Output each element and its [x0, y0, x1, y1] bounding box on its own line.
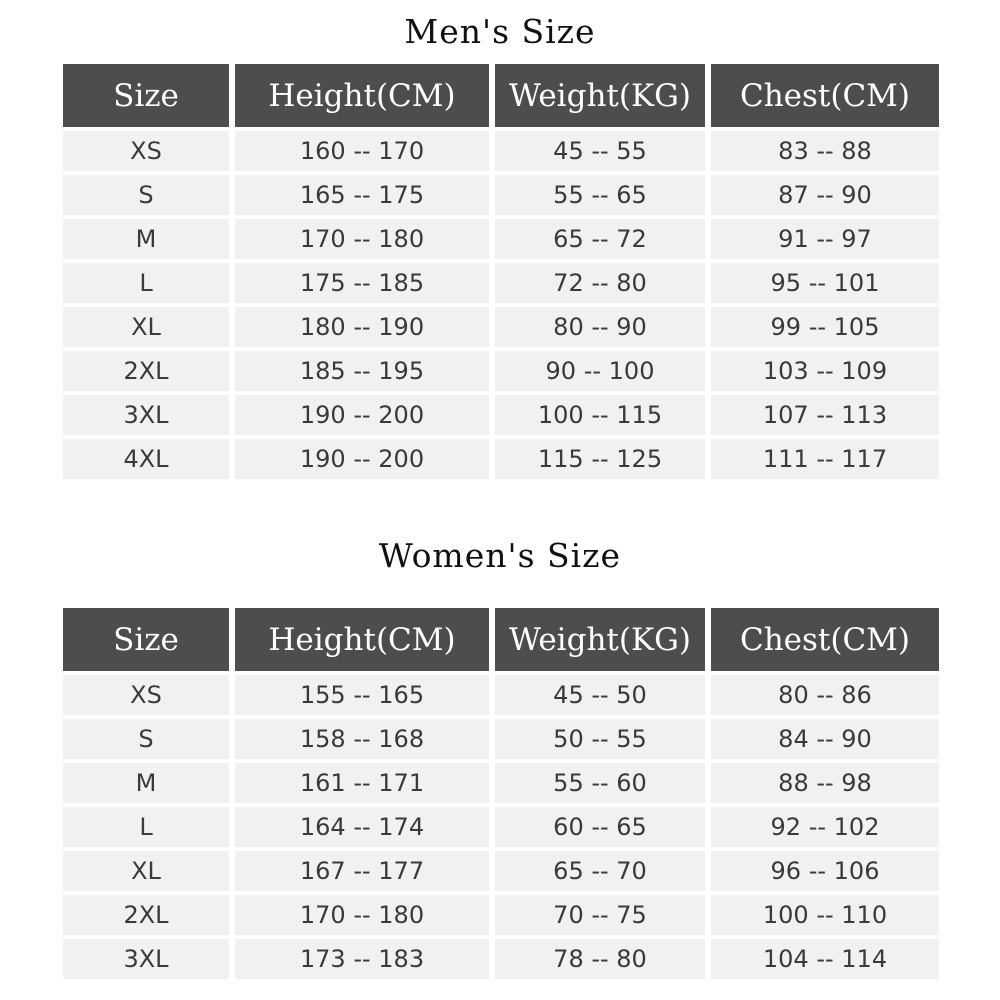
- table-cell: S: [63, 175, 229, 215]
- table-row: [63, 131, 937, 171]
- table-row: [63, 939, 937, 979]
- table-cell: 50 -- 55: [495, 719, 705, 759]
- table-cell: S: [63, 719, 229, 759]
- column-header: Size: [63, 608, 229, 671]
- table-cell: 3XL: [63, 395, 229, 435]
- table-cell: 161 -- 171: [235, 763, 489, 803]
- table-cell: 65 -- 72: [495, 219, 705, 259]
- table-cell: 2XL: [63, 351, 229, 391]
- table-cell: 91 -- 97: [711, 219, 939, 259]
- table-cell: 170 -- 180: [235, 219, 489, 259]
- table-cell: 45 -- 50: [495, 675, 705, 715]
- table-cell: 88 -- 98: [711, 763, 939, 803]
- table-cell: L: [63, 263, 229, 303]
- womens-size-table: [63, 608, 937, 983]
- mens-size-table: [63, 64, 937, 483]
- table-cell: 90 -- 100: [495, 351, 705, 391]
- column-header: Chest(CM): [711, 64, 939, 127]
- table-cell: 175 -- 185: [235, 263, 489, 303]
- table-cell: 55 -- 60: [495, 763, 705, 803]
- table-cell: 107 -- 113: [711, 395, 939, 435]
- table-cell: 190 -- 200: [235, 439, 489, 479]
- table-cell: 190 -- 200: [235, 395, 489, 435]
- table-row: [63, 763, 937, 803]
- column-header: Height(CM): [235, 64, 489, 127]
- table-cell: 3XL: [63, 939, 229, 979]
- table-cell: 70 -- 75: [495, 895, 705, 935]
- column-header: Size: [63, 64, 229, 127]
- table-cell: 111 -- 117: [711, 439, 939, 479]
- table-header-row: [63, 608, 937, 671]
- table-cell: 80 -- 86: [711, 675, 939, 715]
- table-row: [63, 807, 937, 847]
- table-cell: 180 -- 190: [235, 307, 489, 347]
- table-cell: 60 -- 65: [495, 807, 705, 847]
- table-header-row: [63, 64, 937, 127]
- table-cell: L: [63, 807, 229, 847]
- table-cell: 55 -- 65: [495, 175, 705, 215]
- table-cell: 78 -- 80: [495, 939, 705, 979]
- table-row: [63, 263, 937, 303]
- table-cell: 2XL: [63, 895, 229, 935]
- table-cell: 96 -- 106: [711, 851, 939, 891]
- table-cell: M: [63, 763, 229, 803]
- table-row: [63, 895, 937, 935]
- table-row: [63, 351, 937, 391]
- table-cell: M: [63, 219, 229, 259]
- table-cell: 4XL: [63, 439, 229, 479]
- table-cell: 45 -- 55: [495, 131, 705, 171]
- table-cell: 115 -- 125: [495, 439, 705, 479]
- table-row: [63, 175, 937, 215]
- column-header: Weight(KG): [495, 64, 705, 127]
- table-cell: 95 -- 101: [711, 263, 939, 303]
- table-cell: 87 -- 90: [711, 175, 939, 215]
- womens-size-title: Women's Size: [378, 536, 622, 575]
- column-header: Height(CM): [235, 608, 489, 671]
- table-cell: XS: [63, 675, 229, 715]
- table-cell: 84 -- 90: [711, 719, 939, 759]
- table-cell: 92 -- 102: [711, 807, 939, 847]
- column-header: Weight(KG): [495, 608, 705, 671]
- table-row: [63, 439, 937, 479]
- table-row: [63, 307, 937, 347]
- table-cell: 173 -- 183: [235, 939, 489, 979]
- table-cell: 72 -- 80: [495, 263, 705, 303]
- table-cell: XS: [63, 131, 229, 171]
- table-cell: 65 -- 70: [495, 851, 705, 891]
- table-row: [63, 675, 937, 715]
- table-cell: 80 -- 90: [495, 307, 705, 347]
- table-cell: XL: [63, 307, 229, 347]
- table-row: [63, 851, 937, 891]
- table-cell: 83 -- 88: [711, 131, 939, 171]
- table-cell: 164 -- 174: [235, 807, 489, 847]
- table-row: [63, 719, 937, 759]
- table-cell: 165 -- 175: [235, 175, 489, 215]
- table-cell: 170 -- 180: [235, 895, 489, 935]
- table-cell: 100 -- 115: [495, 395, 705, 435]
- mens-size-title: Men's Size: [404, 12, 596, 51]
- column-header: Chest(CM): [711, 608, 939, 671]
- table-cell: 167 -- 177: [235, 851, 489, 891]
- table-cell: 185 -- 195: [235, 351, 489, 391]
- table-cell: 158 -- 168: [235, 719, 489, 759]
- table-cell: 104 -- 114: [711, 939, 939, 979]
- table-cell: 100 -- 110: [711, 895, 939, 935]
- table-row: [63, 219, 937, 259]
- table-row: [63, 395, 937, 435]
- table-cell: 155 -- 165: [235, 675, 489, 715]
- table-cell: 160 -- 170: [235, 131, 489, 171]
- table-cell: XL: [63, 851, 229, 891]
- table-cell: 103 -- 109: [711, 351, 939, 391]
- table-cell: 99 -- 105: [711, 307, 939, 347]
